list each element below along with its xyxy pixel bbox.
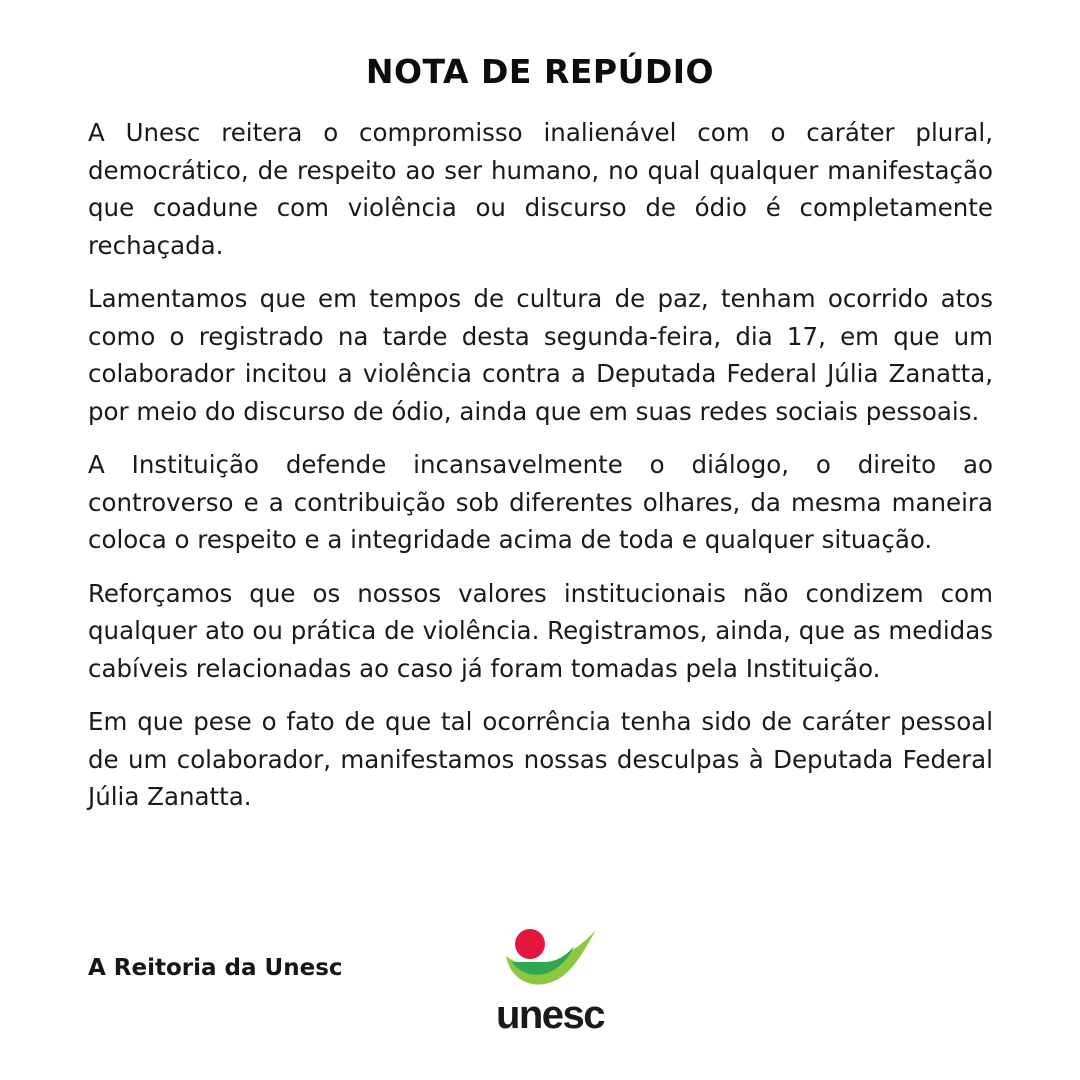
page-title: NOTA DE REPÚDIO	[365, 52, 715, 91]
paragraph-5: Em que pese o fato de que tal ocorrência tenha sido de caráter pessoal de um colaborador, manifestamos nossas desculpas à Deputada Federal Júlia Zanatta.	[88, 707, 993, 811]
paragraph-3: A Instituição defende incansavelmente o diálogo, o direito ao controverso e a contribuição sob diferentes olhares, da mesma maneira coloca o respeito e a integridade acima de toda e qualquer situação.	[88, 450, 993, 554]
unesc-logo	[482, 916, 618, 1040]
unesc-logo-graphic	[482, 916, 618, 1040]
signature: A Reitoria da Unesc	[88, 955, 343, 981]
paragraph-2: Lamentamos que em tempos de cultura de paz, tenham ocorrido atos como o registrado na tarde desta segunda-feira, dia 17, em que um colaborador incitou a violência contra a Deputada Federal Júlia Zanatta, por meio do discurso de ódio, ainda que em suas redes sociais pessoais.	[88, 284, 993, 426]
logo-wordmark: unesc	[495, 993, 605, 1037]
paragraph-4: Reforçamos que os nossos valores institucionais não condizem com qualquer ato ou prática de violência. Registramos, ainda, que as medidas cabíveis relacionadas ao caso já foram tomadas pela Instituição.	[88, 578, 993, 683]
logo-dot-icon	[515, 929, 545, 959]
paragraph-1: A Unesc reitera o compromisso inalienável com o caráter plural, democrático, de respeito ao ser humano, no qual qualquer manifestação que coadune com violência ou discurso de ódio é completamente rechaçada.	[88, 118, 993, 260]
body-text	[88, 114, 993, 832]
